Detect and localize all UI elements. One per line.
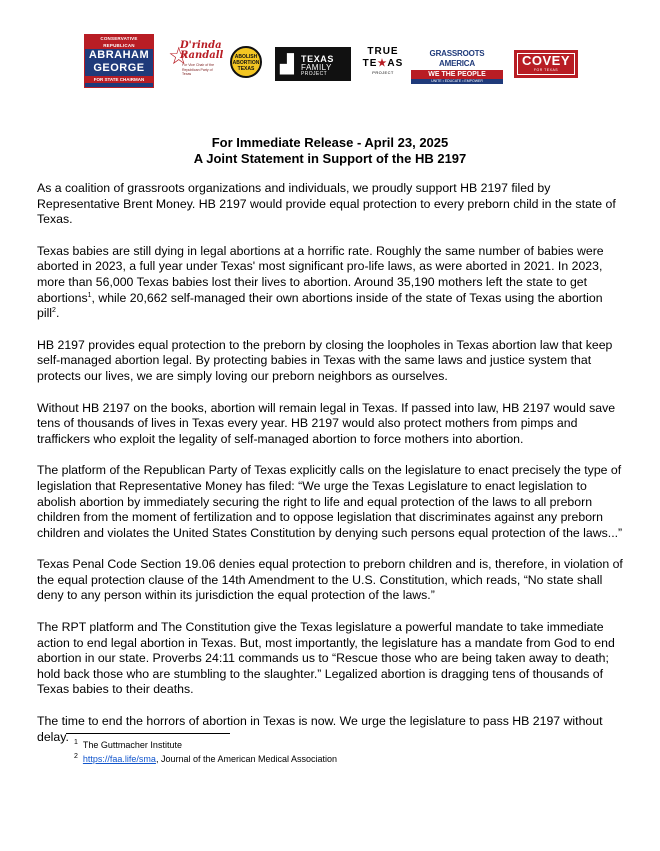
tt-line2 — [362, 58, 404, 70]
ga-line2: WE THE PEOPLE — [411, 70, 503, 79]
covey-logo — [514, 50, 578, 78]
statement-body — [37, 181, 627, 761]
ga-line3: UNITE • EDUCATE • EMPOWER — [411, 79, 503, 84]
ag-line1: ABRAHAM — [88, 49, 150, 61]
paragraph-7: The RPT platform and The Constitution give the Texas legislature a powerful mandate to take immediate action to end legal abortion in Texas. But, most importantly, the legislature has a mandate from God to end abortion in our state. Proverbs 24:11 commands us to “Rescue those who are being taken away to death; hold back those who are stumbling to the slaughter.” Legalized abortion is dragging tens of thousands of Texas babies to their deaths. — [37, 620, 615, 697]
tfp-line1: TEXAS — [301, 54, 335, 64]
paragraph-8: The time to end the horrors of abortion in Texas is now. We urge the legislature to pass HB 2197 without delay. — [37, 714, 603, 744]
ag-top-text: CONSERVATIVE REPUBLICAN — [85, 35, 153, 49]
paragraph-6: Texas Penal Code Section 19.06 denies equal protection to preborn children and is, therefore, in violation of the equal protection clause of the 14th Amendment to the U.S. Constitution, which reads, “No state shall deny to any person within its jurisdiction the equal protection of the laws.” — [37, 557, 623, 603]
footnote-2-number: 2 — [74, 753, 78, 760]
paragraph-5: The platform of the Republican Party of Texas explicitly calls on the legislature to enact precisely the type of legislation that Representative Money has filed: “We urge the Texas Legislature to enact legislation to abolish abortion by immediately securing the right to life and equal protection of the laws to all preborn children from the moment of fertilization and to oppose legislation that discriminates against any preborn children and violates the United States Constitution by denying such persons equal protection of the laws...” — [37, 463, 623, 540]
ag-line2: GEORGE — [93, 62, 145, 74]
paragraph-2 — [37, 244, 627, 322]
release-title — [0, 135, 660, 167]
title-line1: For Immediate Release - April 23, 2025 — [211, 135, 449, 150]
grassroots-america-logo — [411, 49, 503, 83]
sponsor-logos — [84, 34, 578, 88]
paragraph-2-part-c: . — [55, 306, 60, 321]
footnote-1-number: 1 — [74, 739, 78, 746]
paragraph-4: Without HB 2197 on the books, abortion will remain legal in Texas. If passed into law, HB 2197 would save tens of thousands of lives in Texas every year. HB 2197 would also protect mothers from pimps and traffickers who exploit the legality of self-managed abortion to force mothers into abortion. — [37, 400, 616, 446]
tfp-line3: PROJECT — [301, 71, 328, 77]
dr-line1: D'rinda — [180, 40, 222, 51]
texas-family-project-logo — [275, 47, 351, 81]
paragraph-1: As a coalition of grassroots organizations and individuals, we proudly support HB 2197 filed by Representative Brent Money. HB 2197 would provide equal protection to every preborn child in the state of Texas. — [37, 181, 616, 227]
tfp-line2: FAMILY — [301, 63, 332, 72]
texas-star-icon: ☆ — [168, 43, 190, 70]
paragraph-2-part-a: Texas babies are still dying in legal abortions at a horrific rate. Roughly the same number of babies were aborted in 2023, a full year under Texas' most significant pro-life laws, as were aborted in 2021. In 2023, more than 56,000 Texas babies lost their lives to abortion. Around 35,190 mothers left the state to get abortions — [37, 243, 604, 305]
dr-line2: Randall — [180, 50, 224, 61]
aa-text: ABOLISH ABORTION TEXAS — [232, 54, 260, 72]
footnote-ref-1: 1 — [87, 291, 92, 299]
tt-line2a: TE — [362, 58, 378, 69]
drinda-randall-logo — [168, 38, 222, 86]
footnote-2-link[interactable]: https://faa.life/sma — [82, 754, 156, 764]
footnote-ref-2: 2 — [52, 307, 56, 315]
paragraph-2-part-b: , while 20,662 self-managed their own abortions inside of the state of Texas using the abortion pill — [37, 290, 603, 321]
star-icon: ★ — [377, 58, 388, 69]
true-texas-logo — [362, 46, 404, 80]
title-line2: A Joint Statement in Support of the HB 2197 — [193, 151, 467, 166]
texas-map-icon: ▟ — [280, 54, 294, 74]
abraham-george-logo — [84, 34, 154, 88]
footnote-2-text: , Journal of the American Medical Association — [155, 754, 338, 764]
covey-inner — [517, 53, 575, 75]
ga-line1: GRASSROOTS AMERICA — [429, 49, 485, 68]
ag-bottom-text: FOR STATE CHAIRMAN — [85, 76, 153, 83]
covey-line1: COVEY — [521, 53, 570, 68]
footnote-divider — [66, 733, 230, 734]
dr-subtitle: For Vice Chair of the Republican Party of Texas — [182, 63, 215, 76]
abolish-abortion-texas-logo — [230, 46, 262, 78]
tt-line1: TRUE — [367, 46, 399, 57]
covey-line2: FOR TEXAS — [533, 68, 559, 72]
footnote-1-text: The Guttmacher Institute — [82, 740, 182, 750]
footnote-1 — [74, 740, 182, 751]
footnote-2 — [74, 754, 337, 765]
paragraph-3: HB 2197 provides equal protection to the preborn by closing the loopholes in Texas abortion law that keep self-managed abortion legal. By protecting babies in Texas with the same laws and justice system that protects our lives, we are simply loving our preborn neighbors as ourselves. — [37, 337, 613, 383]
tt-line2c: AS — [387, 58, 404, 69]
tt-line3: PROJECT — [372, 70, 394, 75]
